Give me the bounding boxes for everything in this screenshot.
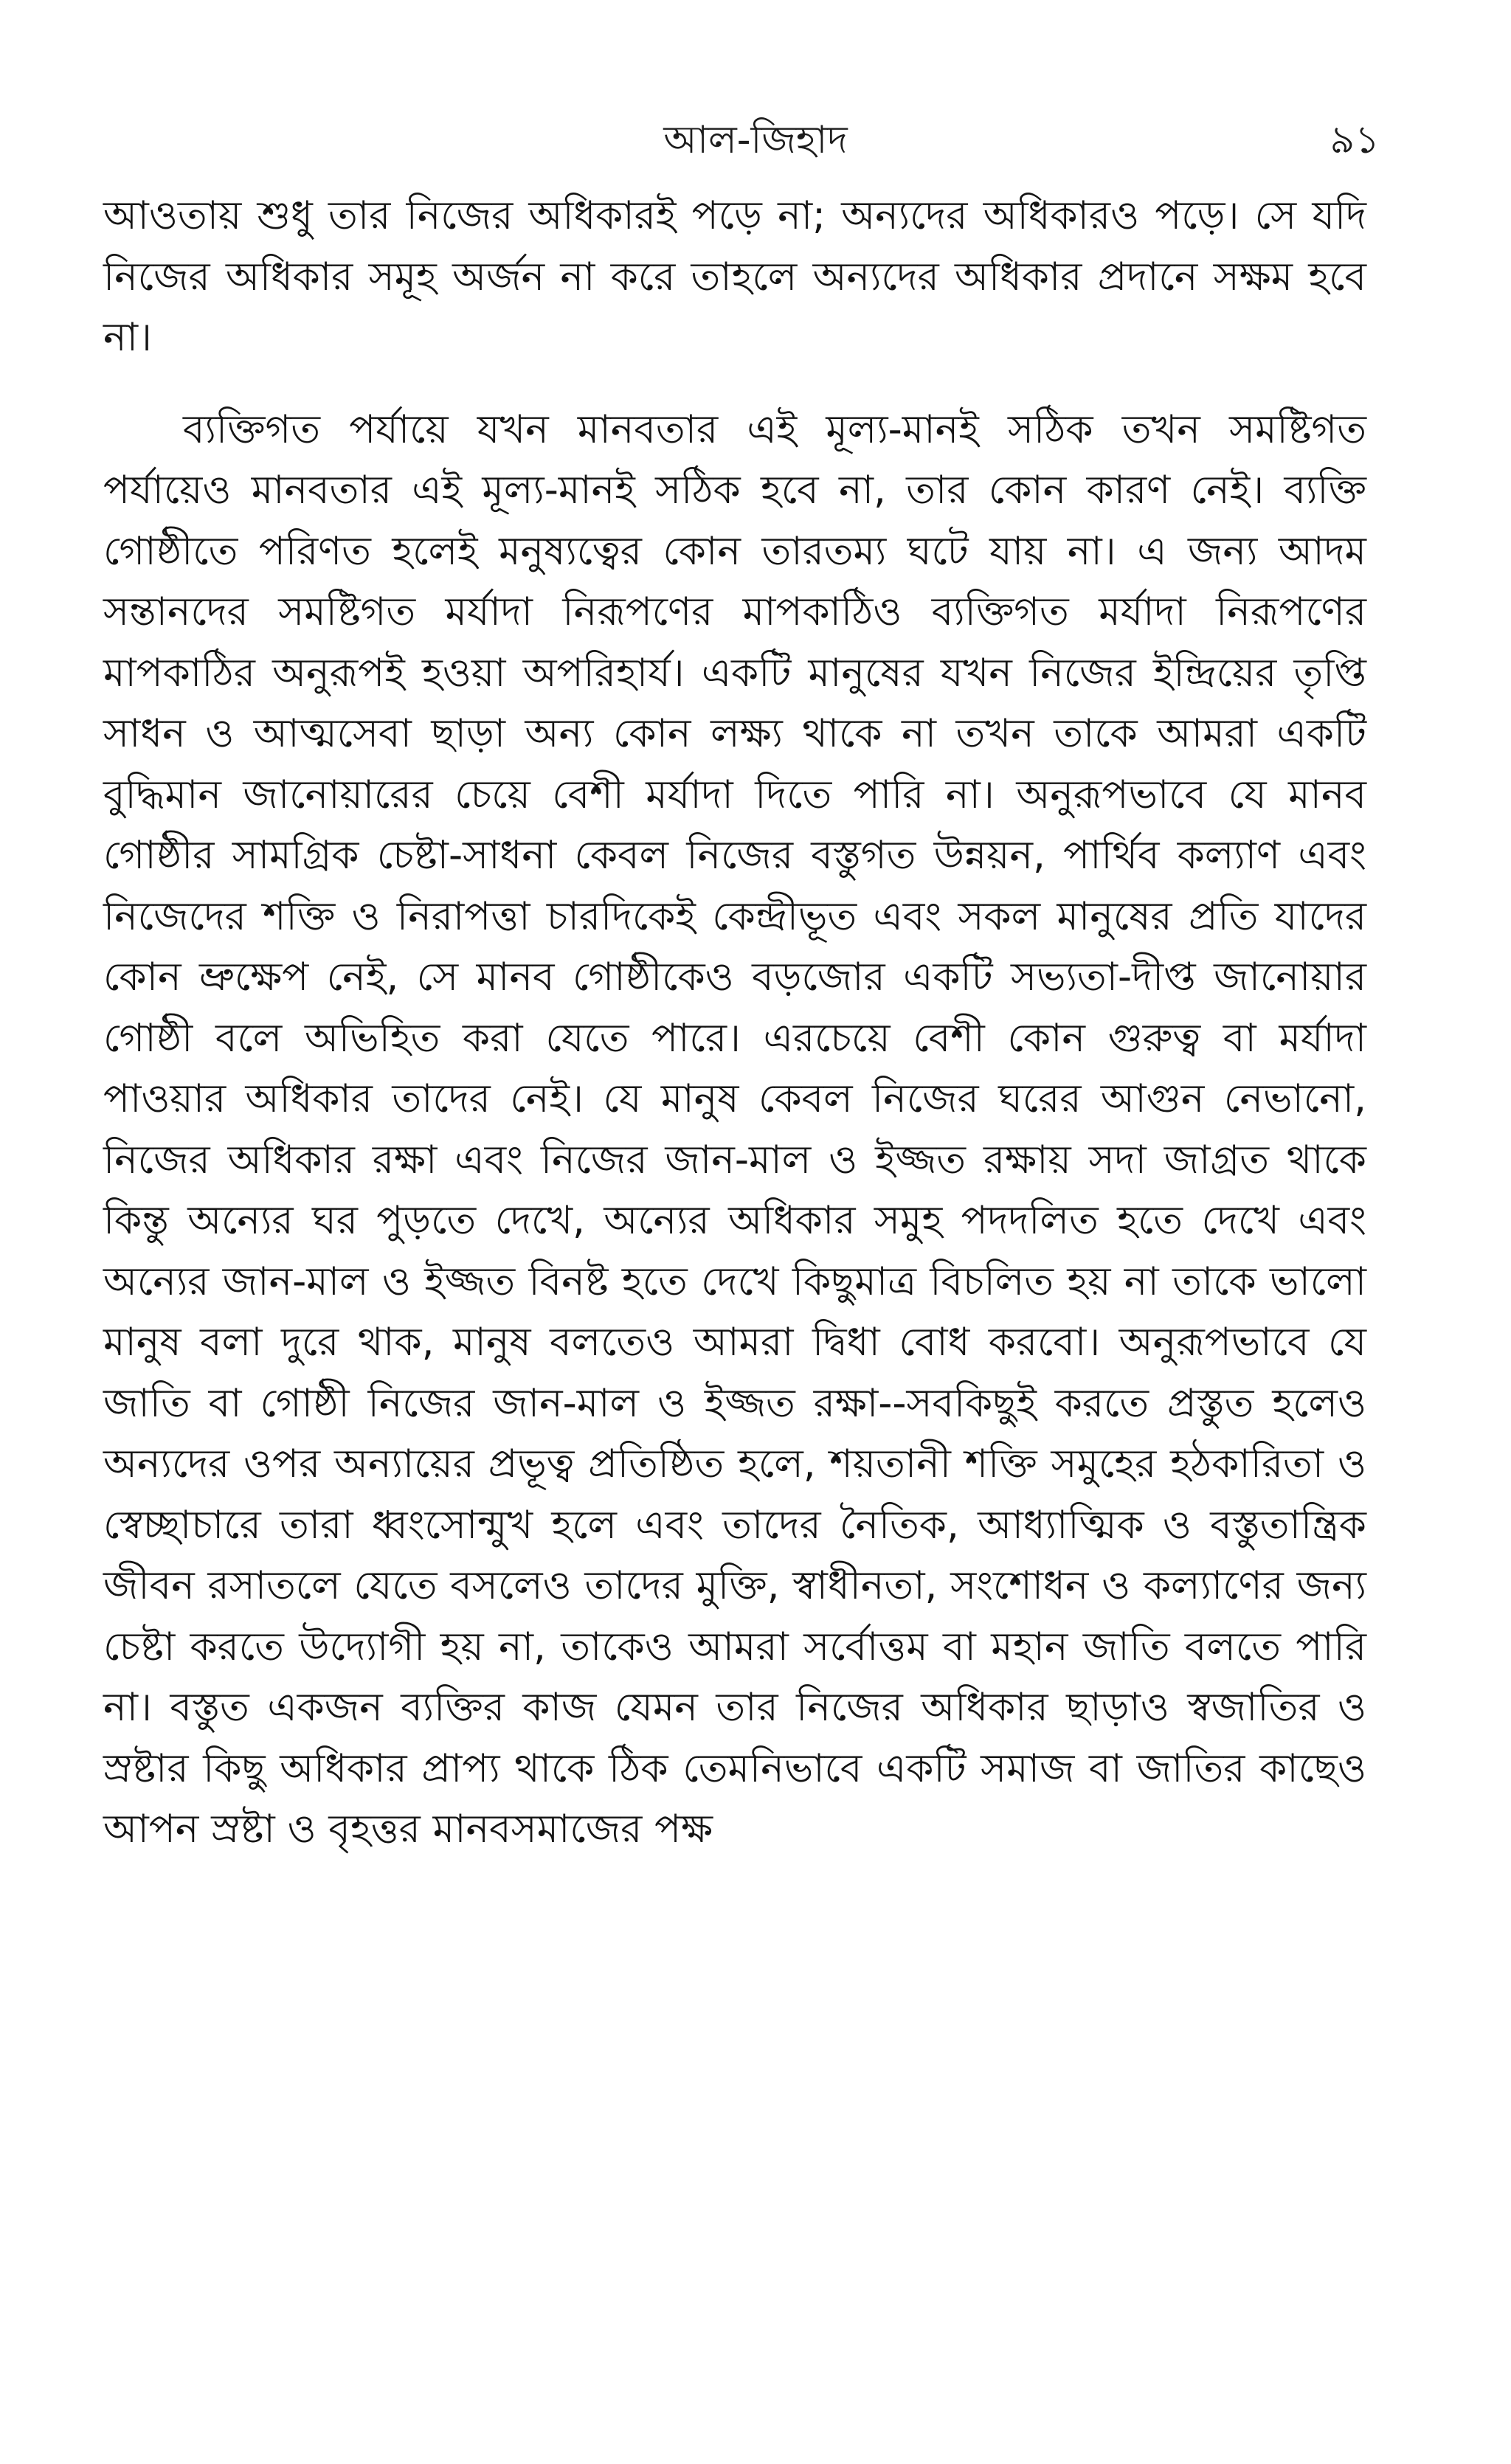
paragraph-continued: আওতায় শুধু তার নিজের অধিকারই পড়ে না; অন্যদের অধিকারও পড়ে। সে যদি নিজের অধিকার সমূহ অর্জন না করে তাহলে অন্যদের অধিকার প্রদানে সক্ষম হবে না। (103, 193, 1366, 360)
page-number: ৯১ (1330, 118, 1380, 162)
running-header (0, 111, 1511, 170)
running-header-title: আল-জিহাদ (663, 118, 848, 162)
body-text (103, 186, 1366, 1861)
paragraph: ব্যক্তিগত পর্যায়ে যখন মানবতার এই মূল্য-মানই সঠিক তখন সমষ্টিগত পর্যায়েও মানবতার এই মূল্য-মানই সঠিক হবে না, তার কোন কারণ নেই। ব্যক্তি গোষ্ঠীতে পরিণত হলেই মনুষ্যত্বের কোন তারতম্য ঘটে যায় না। এ জন্য আদম সন্তানদের সমষ্টিগত মর্যাদা নিরূপণের মাপকাঠিও ব্যক্তিগত মর্যাদা নিরূপণের মাপকাঠির অনুরূপই হওয়া অপরিহার্য। একটি মানুষের যখন নিজের ইন্দ্রিয়ের তৃপ্তি সাধন ও আত্মসেবা ছাড়া অন্য কোন লক্ষ্য থাকে না তখন তাকে আমরা একটি বুদ্ধিমান জানোয়ারের চেয়ে বেশী মর্যাদা দিতে পারি না। অনুরূপভাবে যে মানব গোষ্ঠীর সামগ্রিক চেষ্টা-সাধনা কেবল নিজের বস্তুগত উন্নয়ন, পার্থিব কল্যাণ এবং নিজেদের শক্তি ও নিরাপত্তা চারদিকেই কেন্দ্রীভূত এবং সকল মানুষের প্রতি যাদের কোন ভ্রুক্ষেপ নেই, সে মানব গোষ্ঠীকেও বড়জোর একটি সভ্যতা-দীপ্ত জানোয়ার গোষ্ঠী বলে অভিহিত করা যেতে পারে। এরচেয়ে বেশী কোন গুরুত্ব বা মর্যাদা পাওয়ার অধিকার তাদের নেই। যে মানুষ কেবল নিজের ঘরের আগুন নেভানো, নিজের অধিকার রক্ষা এবং নিজের জান-মাল ও ইজ্জত রক্ষায় সদা জাগ্রত থাকে কিন্তু অন্যের ঘর পুড়তে দেখে, অন্যের অধিকার সমুহ পদদলিত হতে দেখে এবং অন্যের জান-মাল ও ইজ্জত বিনষ্ট হতে দেখে কিছুমাত্র বিচলিত হয় না তাকে ভালো মানুষ বলা দুরে থাক, মানুষ বলতেও আমরা দ্বিধা বোধ করবো। অনুরূপভাবে যে জাতি বা গোষ্ঠী নিজের জান-মাল ও ইজ্জত রক্ষা--সবকিছুই করতে প্রস্তুত হলেও অন্যদের ওপর অন্যায়ের প্রভূত্ব প্রতিষ্ঠিত হলে, শয়তানী শক্তি সমুহের হঠকারিতা ও স্বেচ্ছাচারে তারা ধ্বংসোন্মুখ হলে এবং তাদের নৈতিক, আধ্যাত্মিক ও বস্তুতান্ত্রিক জীবন রসাতলে যেতে বসলেও তাদের মুক্তি, স্বাধীনতা, সংশোধন ও কল্যাণের জন্য চেষ্টা করতে উদ্যোগী হয় না, তাকেও আমরা সর্বোত্তম বা মহান জাতি বলতে পারি না। বস্তুত একজন ব্যক্তির কাজ যেমন তার নিজের অধিকার ছাড়াও স্বজাতির ও স্রষ্টার কিছু অধিকার প্রাপ্য থাকে ঠিক তেমনিভাবে একটি সমাজ বা জাতির কাছেও আপন স্রষ্টা ও বৃহত্তর মানবসমাজের পক্ষ (103, 406, 1366, 1852)
